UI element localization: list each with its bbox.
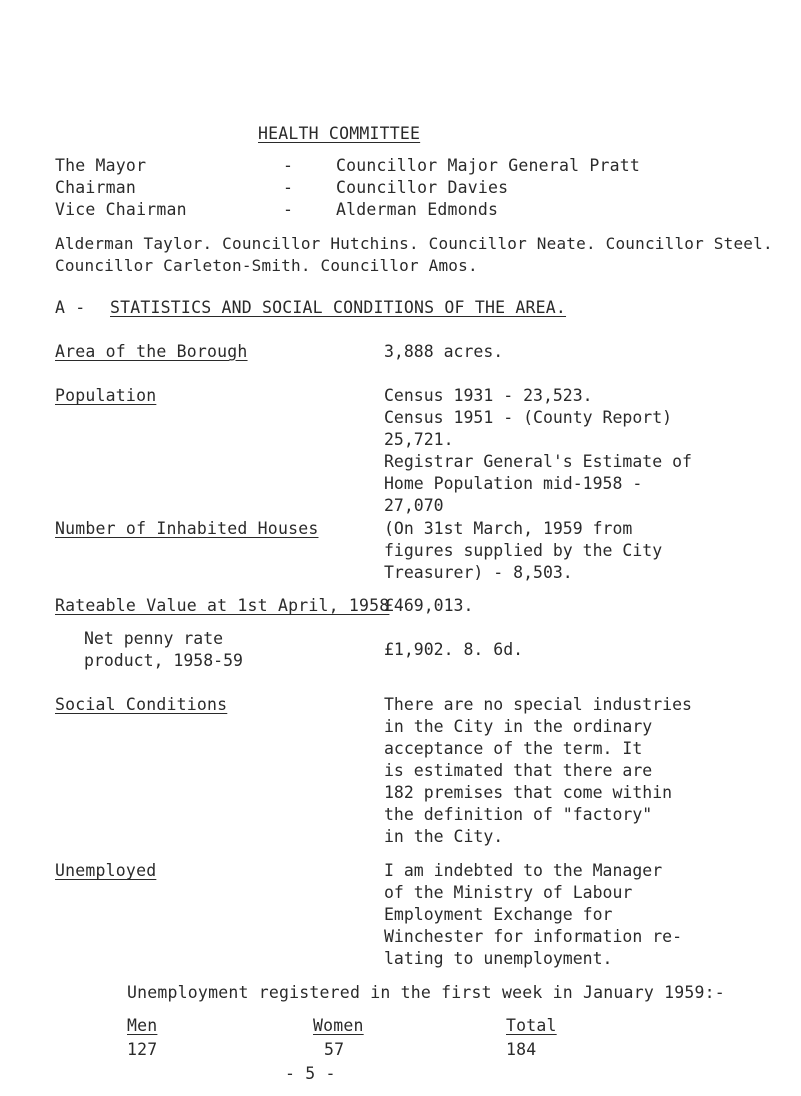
value-total: 184 — [506, 1040, 537, 1059]
value-men: 127 — [127, 1040, 158, 1059]
officer-role: Chairman — [55, 178, 137, 197]
page-heading: HEALTH COMMITTEE — [258, 124, 421, 143]
section-prefix: A - — [55, 298, 86, 317]
officer-dash: - — [283, 156, 294, 175]
row-value-social: There are no special industries in the City in the ordinary acceptance of the term. It is estimated that there are 182 premises that come within the definition of "factory" in the City. — [384, 695, 692, 846]
header-men: Men — [127, 1016, 158, 1035]
row-label-houses: Number of Inhabited Houses — [55, 519, 319, 538]
unemployment-intro: Unemployment registered in the first week in January 1959:- — [127, 983, 725, 1002]
row-label-rateable: Rateable Value at 1st April, 1958 — [55, 596, 390, 615]
page-number: - 5 - — [285, 1064, 336, 1083]
row-label-unemployed: Unemployed — [55, 861, 157, 880]
officer-name: Councillor Davies — [336, 178, 509, 197]
row-label-population: Population — [55, 386, 157, 405]
officer-dash: - — [283, 200, 294, 219]
row-value-penny-rate: £1,902. 8. 6d. — [384, 640, 524, 659]
members-line: Councillor Carleton-Smith. Councillor Amos. — [55, 256, 478, 275]
section-title: STATISTICS AND SOCIAL CONDITIONS OF THE AREA. — [110, 298, 567, 317]
members-line: Alderman Taylor. Councillor Hutchins. Councillor Neate. Councillor Steel. — [55, 234, 773, 253]
row-label-penny-rate: Net penny rate product, 1958-59 — [84, 629, 243, 670]
header-women: Women — [313, 1016, 364, 1035]
value-women: 57 — [324, 1040, 345, 1059]
officer-name: Councillor Major General Pratt — [336, 156, 641, 175]
row-label-area: Area of the Borough — [55, 342, 248, 361]
row-label-social: Social Conditions — [55, 695, 228, 714]
header-total: Total — [506, 1016, 557, 1035]
row-value-unemployed: I am indebted to the Manager of the Ministry of Labour Employment Exchange for Winchester for information re- lating to unemployment. — [384, 861, 683, 968]
officer-role: Vice Chairman — [55, 200, 187, 219]
row-value-area: 3,888 acres. — [384, 342, 504, 361]
officer-dash: - — [283, 178, 294, 197]
row-value-rateable: £469,013. — [384, 596, 474, 615]
row-value-population: Census 1931 - 23,523. Census 1951 - (County Report) 25,721. Registrar General's Estimate of Home Population mid-1958 - 27,070 — [384, 386, 692, 515]
row-value-houses: (On 31st March, 1959 from figures supplied by the City Treasurer) - 8,503. — [384, 519, 663, 582]
officer-role: The Mayor — [55, 156, 147, 175]
officer-name: Alderman Edmonds — [336, 200, 499, 219]
